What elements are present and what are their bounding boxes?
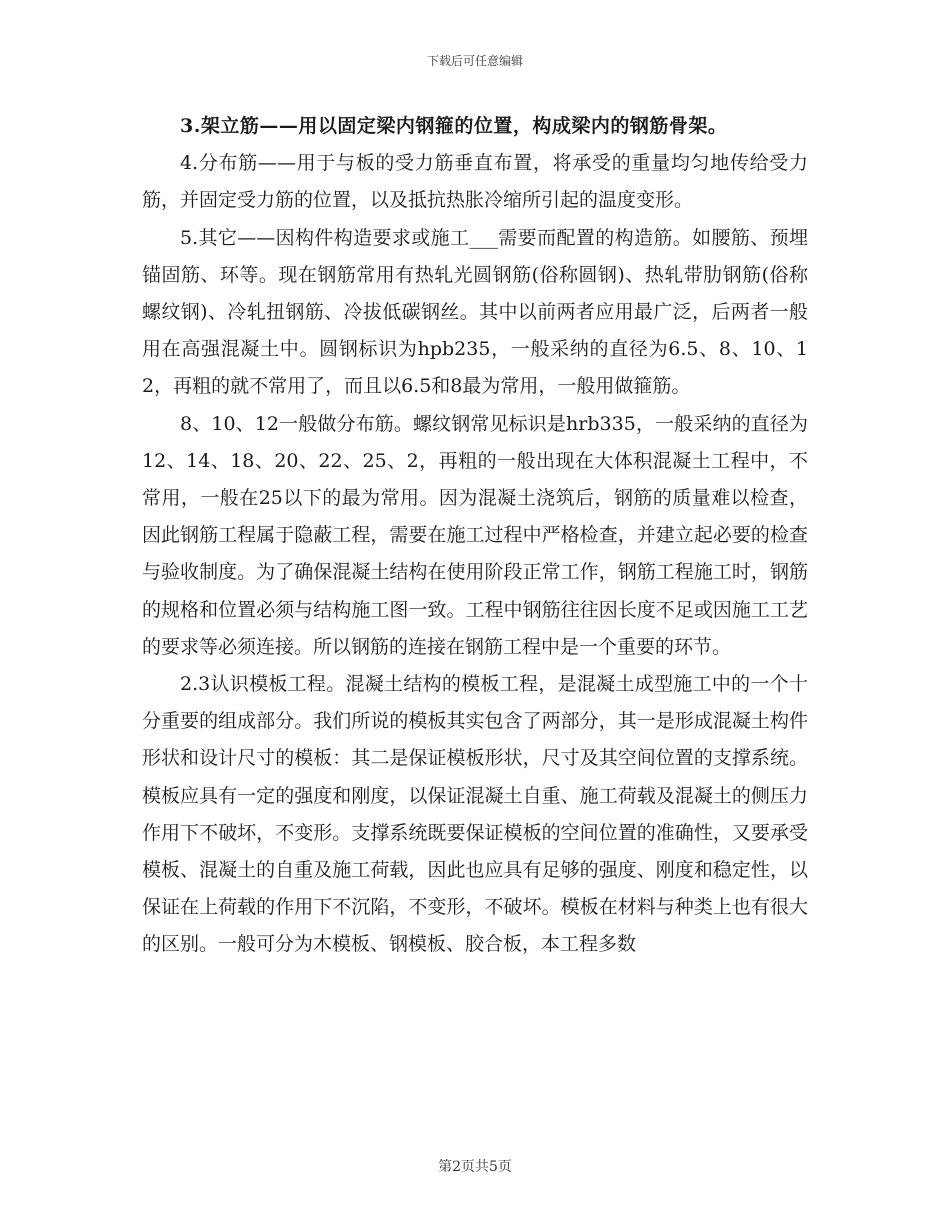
paragraph-other-bars: 5.其它——因构件构造要求或施工___需要而配置的构造筋。如腰筋、预埋锚固筋、环等。现在钢筋常用有热轧光圆钢筋(俗称圆钢)、热轧带肋钢筋(俗称螺纹钢)、冷轧扭钢筋、冷拔低碳钢丝。其中以前两者应用最广泛，后两者一般用在高强混凝土中。圆钢标识为hpb235，一般采纳的直径为6.5、8、10、12，再粗的就不常用了，而且以6.5和8最为常用，一般用做箍筋。 bbox=[142, 226, 808, 398]
page-number: 第2页共5页 bbox=[438, 1159, 512, 1175]
paragraph-rebar-specs: 8、10、12一般做分布筋。螺纹钢常见标识是hrb335，一般采纳的直径为12、14、18、20、22、25、2，再粗的一般出现在大体积混凝土工程中，不常用，一般在25以下的最为常用。因为混凝土浇筑后，钢筋的质量难以检查，因此钢筋工程属于隐蔽工程，需要在施工过程中严格检查，并建立起必要的检查与验收制度。为了确保混凝土结构在使用阶段正常工作，钢筋工程施工时，钢筋的规格和位置必须与结构施工图一致。工程中钢筋往往因长度不足或因施工工艺的要求等必须连接。所以钢筋的连接在钢筋工程中是一个重要的环节。 bbox=[142, 412, 808, 658]
paragraph-distribution-bar: 4.分布筋——用于与板的受力筋垂直布置，将承受的重量均匀地传给受力筋，并固定受力筋的位置，以及抵抗热胀冷缩所引起的温度变形。 bbox=[142, 152, 808, 212]
paragraph-formwork: 2.3认识模板工程。混凝土结构的模板工程，是混凝土成型施工中的一个十分重要的组成部分。我们所说的模板其实包含了两部分，其一是形成混凝土构件形状和设计尺寸的模板：其二是保证模板形状，尺寸及其空间位置的支撑系统。模板应具有一定的强度和刚度，以保证混凝土自重、施工荷载及混凝土的侧压力作用下不破坏，不变形。支撑系统既要保证模板的空间位置的准确性，又要承受模板、混凝土的自重及施工荷载，因此也应具有足够的强度、刚度和稳定性，以保证在上荷载的作用下不沉陷，不变形，不破坏。模板在材料与种类上也有很大的区别。一般可分为木模板、钢模板、胶合板，本工程多数 bbox=[142, 673, 808, 956]
paragraph-erection-bar: 3.架立筋——用以固定梁内钢箍的位置，构成梁内的钢筋骨架。 bbox=[180, 115, 728, 137]
page-header: 下载后可任意编辑 bbox=[426, 54, 523, 68]
document-body bbox=[142, 108, 808, 964]
